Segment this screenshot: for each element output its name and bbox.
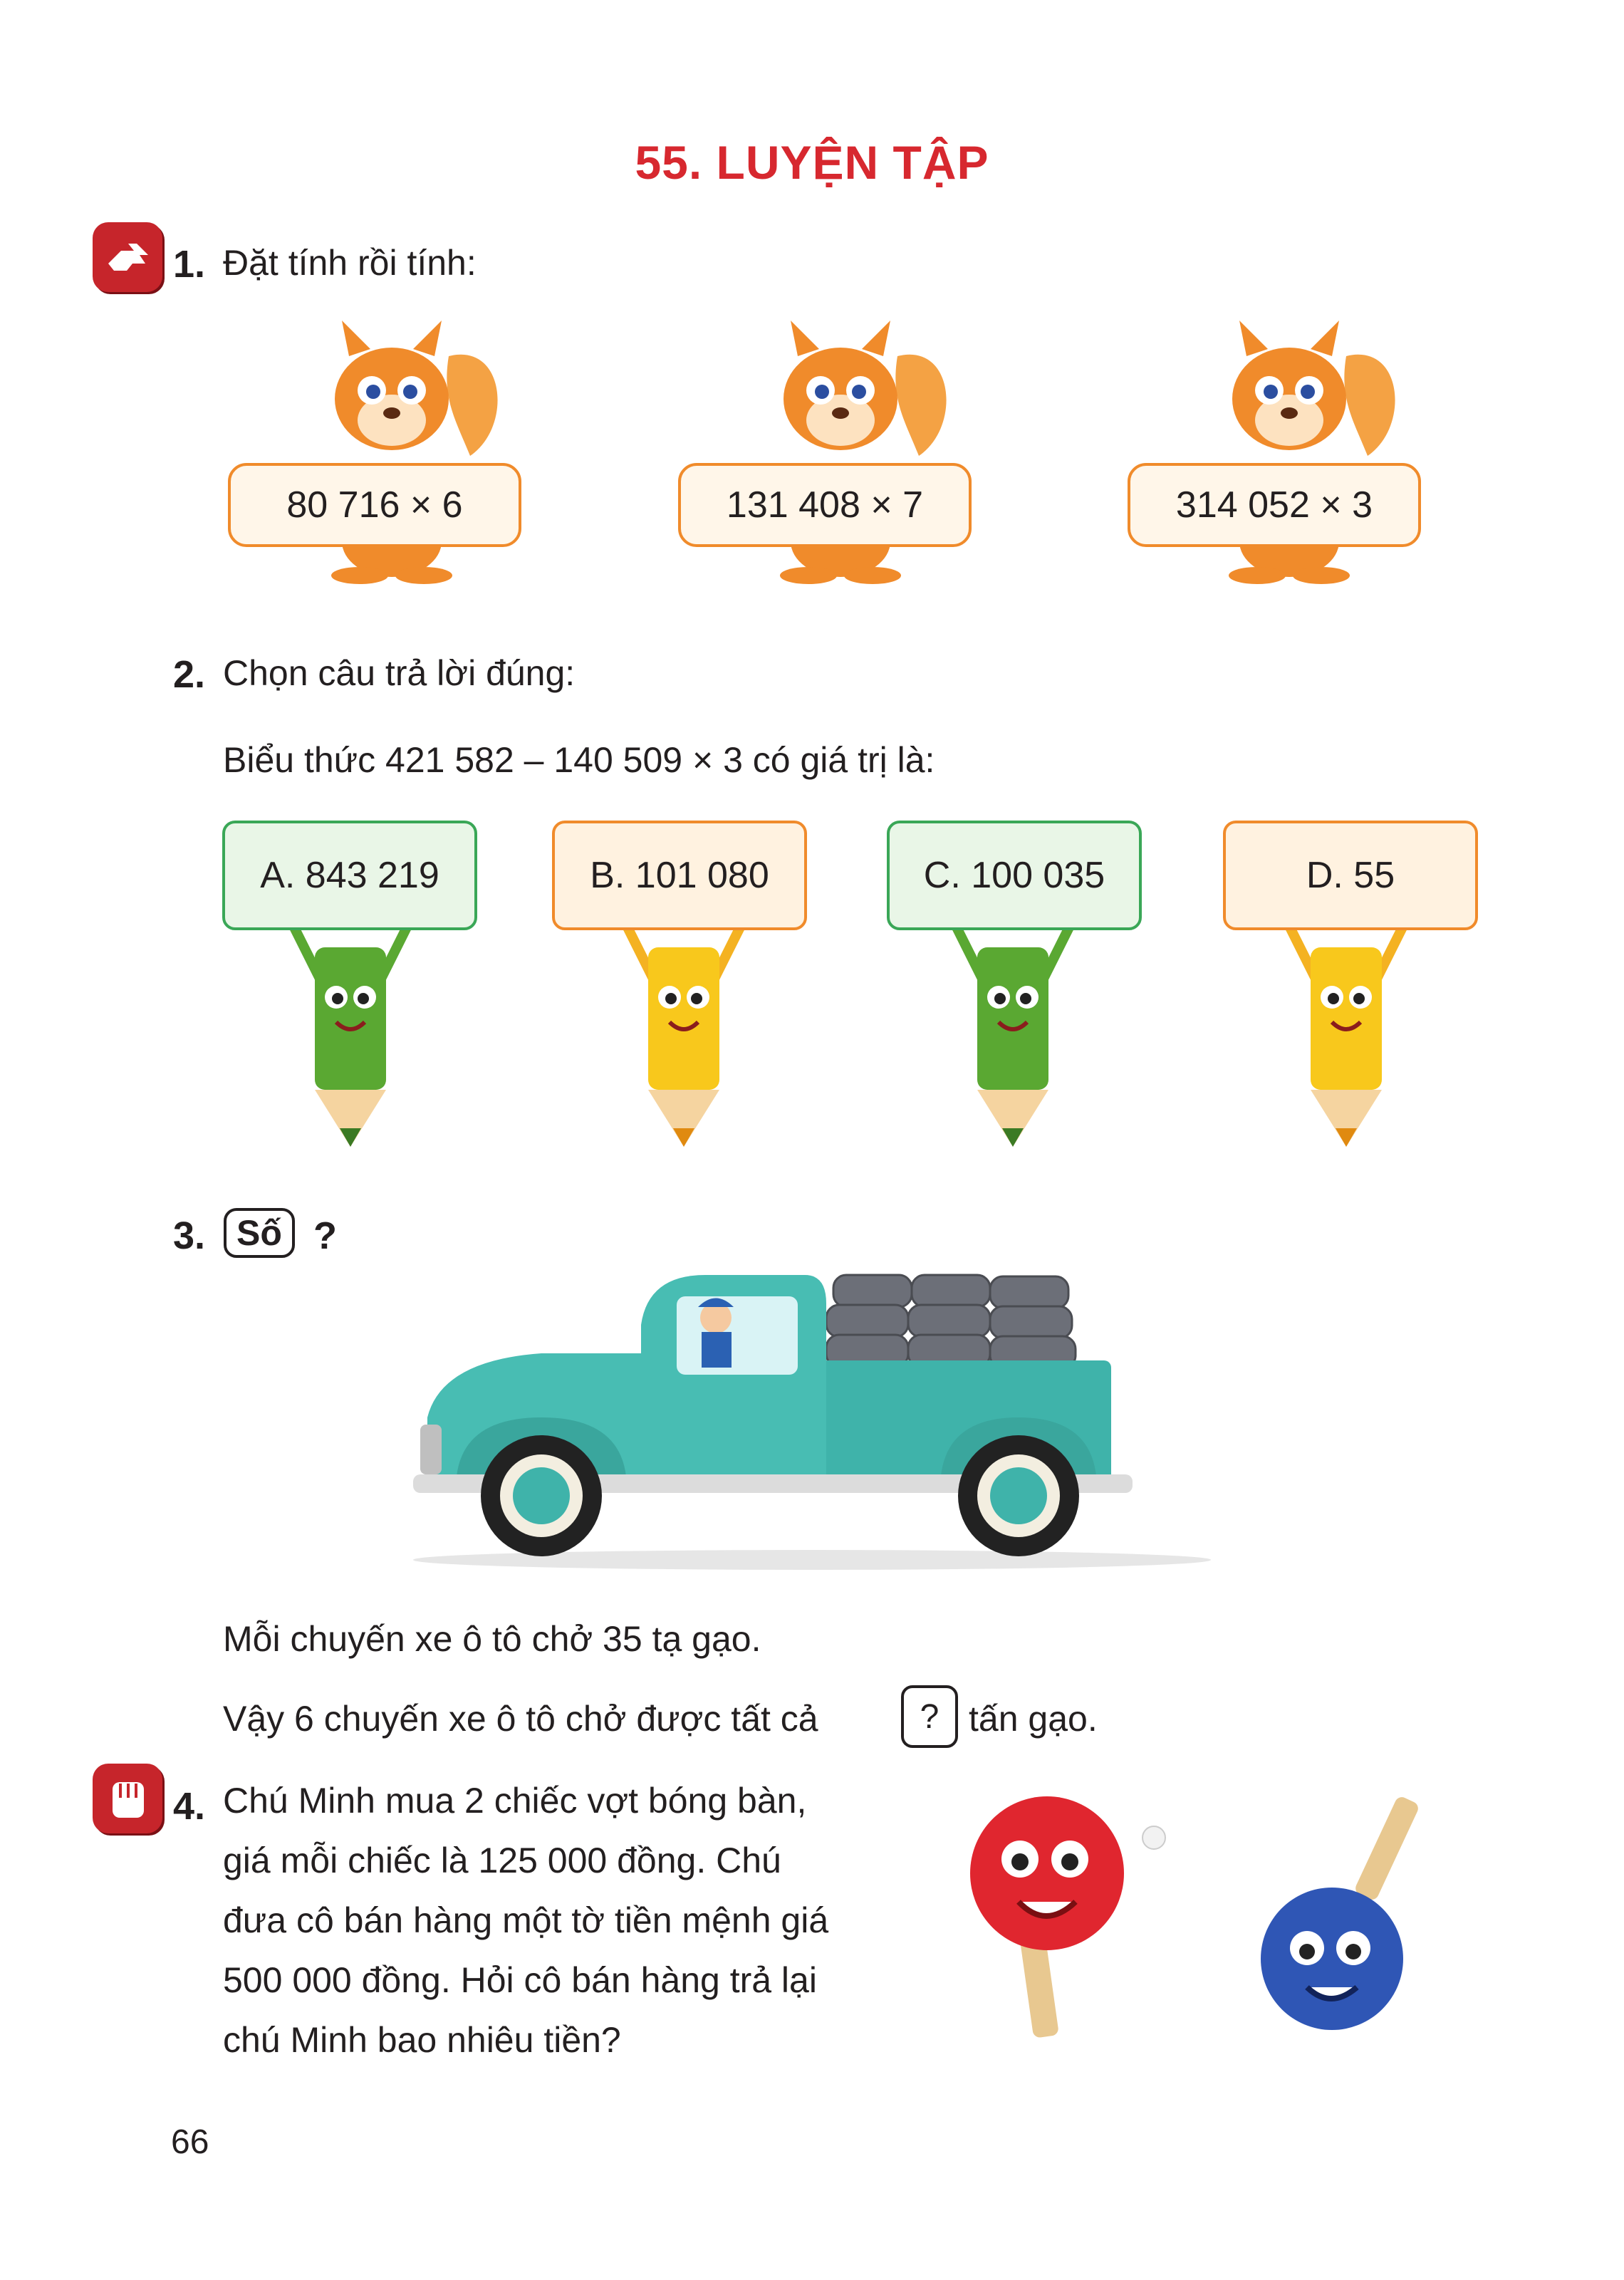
practice-hand-icon xyxy=(93,222,162,292)
ping-pong-paddles-illustration xyxy=(940,1781,1453,2066)
yellow-pencil-illustration-1 xyxy=(598,897,769,1154)
exercise-2-instruction: Chọn câu trả lời đúng: xyxy=(223,653,576,693)
page-title: 55. LUYỆN TẬP xyxy=(635,136,989,189)
option-b-box[interactable]: B. 101 080 xyxy=(552,821,807,930)
option-a-box[interactable]: A. 843 219 xyxy=(222,821,477,930)
option-c-box[interactable]: C. 100 035 xyxy=(887,821,1142,930)
exercise-3-line-2b: tấn gạo. xyxy=(969,1699,1098,1739)
expression-box-2: 131 408 × 7 xyxy=(678,463,972,547)
exercise-4-number: 4. xyxy=(173,1785,206,1828)
option-d-box[interactable]: D. 55 xyxy=(1223,821,1478,930)
exercise-4-line: giá mỗi chiếc là 125 000 đồng. Chú xyxy=(223,1841,781,1880)
exercise-2-number: 2. xyxy=(173,653,206,696)
green-pencil-illustration-1 xyxy=(265,897,436,1154)
page-number: 66 xyxy=(171,2123,209,2161)
exercise-1-number: 1. xyxy=(173,243,206,286)
exercise-4-line: 500 000 đồng. Hỏi cô bán hàng trả lại xyxy=(223,1960,817,2000)
exercise-3-line-2a: Vậy 6 chuyến xe ô tô chở được tất cả xyxy=(223,1699,818,1739)
exercise-4-line: chú Minh bao nhiêu tiền? xyxy=(223,2020,621,2060)
exercise-4-line: Chú Minh mua 2 chiếc vợt bóng bàn, xyxy=(223,1781,807,1821)
pickup-truck-illustration xyxy=(399,1261,1225,1574)
exercise-4-text xyxy=(223,1771,900,2070)
expression-box-3: 314 052 × 3 xyxy=(1128,463,1421,547)
exercise-2-question: Biểu thức 421 582 – 140 509 × 3 có giá trị là: xyxy=(223,740,935,780)
expression-box-1: 80 716 × 6 xyxy=(228,463,521,547)
exercise-1-instruction: Đặt tính rồi tính: xyxy=(223,243,477,283)
answer-blank-box[interactable]: ? xyxy=(901,1685,958,1748)
exercise-3-number: 3. xyxy=(173,1214,206,1257)
green-pencil-illustration-2 xyxy=(927,897,1098,1154)
yellow-pencil-illustration-2 xyxy=(1261,897,1432,1154)
fist-icon xyxy=(93,1764,162,1833)
exercise-3-line-1: Mỗi chuyến xe ô tô chở 35 tạ gạo. xyxy=(223,1619,761,1659)
exercise-4-line: đưa cô bán hàng một tờ tiền mệnh giá xyxy=(223,1900,829,1940)
so-label-box: Số xyxy=(224,1208,295,1258)
exercise-3-question-mark: ? xyxy=(313,1214,337,1257)
